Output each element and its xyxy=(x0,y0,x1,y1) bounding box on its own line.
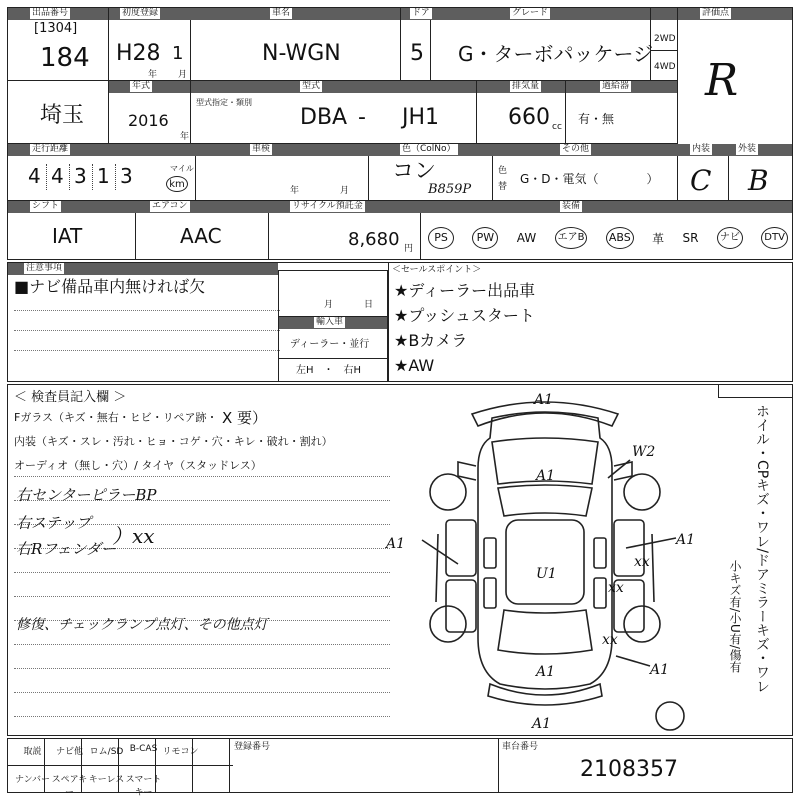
drive-4wd: 4WD xyxy=(654,62,676,72)
equip-pw: PW xyxy=(472,227,498,249)
type-code: JH1 xyxy=(402,105,440,130)
sales-point: ★Bカメラ xyxy=(394,331,468,350)
label-color: 色（ColNo） xyxy=(402,144,456,154)
equip-aw: AW xyxy=(516,231,537,245)
handwritten-note-xx: ）xx xyxy=(112,524,155,548)
damage-mark: A1 xyxy=(676,532,696,548)
damage-mark: A1 xyxy=(534,392,554,408)
label-exterior: 外装 xyxy=(738,144,757,154)
area: 埼玉 xyxy=(40,103,85,128)
label-lot: 出品番号 xyxy=(32,8,69,18)
drive-2wd: 2WD xyxy=(654,34,676,44)
damage-mark: xx xyxy=(634,554,650,570)
damage-mark: A1 xyxy=(536,468,556,484)
import-title: 輸入車 xyxy=(316,317,344,327)
label-tsuki: 月 xyxy=(178,70,188,80)
mileage-digit: 4 xyxy=(51,164,70,190)
damage-mark: A1 xyxy=(386,536,406,552)
label-nen: 年 xyxy=(148,70,158,80)
era-year: H28 xyxy=(116,41,161,66)
label-notes: 注意事項 xyxy=(26,263,63,273)
shift-value: IAT xyxy=(52,224,83,248)
wheel-rear-right xyxy=(624,606,660,642)
mileage-unit-circle: km xyxy=(166,176,188,192)
footer-row-1 xyxy=(14,744,199,757)
inspection-tsuki: 月 xyxy=(340,186,350,196)
equip-airbag: エアB xyxy=(555,227,588,249)
equip-leather: 革 xyxy=(652,231,665,246)
import-dealer: ディーラー・並行 xyxy=(290,339,370,350)
equipment-list xyxy=(424,222,792,254)
recycle-unit: 円 xyxy=(404,244,414,254)
left-front-door xyxy=(446,520,476,576)
label-mileage: 走行距離 xyxy=(32,144,69,154)
color-code: B859P xyxy=(428,182,472,197)
damage-mark: U1 xyxy=(536,566,557,582)
footer-cell: B-CAS xyxy=(129,744,158,754)
color-value: コン xyxy=(392,159,437,184)
label-car: 車名 xyxy=(272,8,291,18)
door-count: 5 xyxy=(410,41,424,66)
wheel-front-left xyxy=(430,474,466,510)
score-value: R xyxy=(705,55,739,106)
aircon-value: AAC xyxy=(180,224,222,248)
inspector-fglass-mark: X 要） xyxy=(222,409,268,427)
cc-value: 660 xyxy=(508,105,550,130)
inspector-audio: オーディオ（無し・穴）/ タイヤ（スタッドレス） xyxy=(14,459,262,472)
damage-mark: W2 xyxy=(632,444,656,460)
footer-cell: ナビ他 xyxy=(55,747,83,757)
damage-mark: xx xyxy=(608,580,624,596)
model-year: 2016 xyxy=(128,111,169,130)
label-recycle: リサイクル預託金 xyxy=(292,201,363,211)
sales-point: ★プッシュスタート xyxy=(394,306,535,325)
equip-abs: ABS xyxy=(606,227,634,249)
footer-cell: スペアキー xyxy=(51,775,88,798)
import-day: 日 xyxy=(364,300,374,310)
handwritten-note-4: 修復、チェックランプ点灯、その他点灯 xyxy=(16,617,268,633)
wheel-lock-box xyxy=(718,384,793,398)
grade: G・ターボパッケージ xyxy=(458,42,654,66)
damage-mark: A1 xyxy=(536,664,556,680)
equip-navi: ナビ xyxy=(717,227,743,249)
lot-number-sub: [1304] xyxy=(34,21,78,36)
equip-dtv: DTV xyxy=(761,227,788,249)
recycle-value: 8,680 xyxy=(348,229,400,250)
label-year: 初度登録 xyxy=(122,8,159,18)
label-interior: 内装 xyxy=(692,144,711,154)
label-type: 型式 xyxy=(302,81,321,91)
label-turbo: 過給器 xyxy=(602,81,630,91)
wheel-sub: 小キズ有/小U有/傷有 xyxy=(728,560,742,673)
inspector-title: ＜ 検査員記入欄 ＞ xyxy=(14,390,127,405)
cc-unit: cc xyxy=(552,122,562,132)
footer-cell: スマートキー xyxy=(125,775,162,798)
equip-sr: SR xyxy=(682,231,699,245)
interior-grade: C xyxy=(690,164,712,197)
car-name: N-WGN xyxy=(262,41,341,66)
sales-point: ★ディーラー出品車 xyxy=(394,281,536,300)
import-month: 月 xyxy=(324,300,334,310)
roof xyxy=(506,520,584,604)
damage-mark: A1 xyxy=(532,716,552,732)
footer-cell: ナンバー xyxy=(15,775,50,785)
label-equipment: 装備 xyxy=(562,201,581,211)
sales-point: ★AW xyxy=(394,356,435,375)
label-door: ドア xyxy=(412,8,430,18)
label-sales-points: ＜セールスポイント＞ xyxy=(392,265,482,275)
equip-ps: PS xyxy=(428,227,454,249)
damage-mark: xx xyxy=(602,632,618,648)
import-steering: 左H ・ 右H xyxy=(296,365,362,376)
exterior-grade: B xyxy=(748,164,769,197)
rear-bumper xyxy=(488,684,602,705)
sales-points-list xyxy=(394,278,535,378)
footer-chassis-label: 車台番号 xyxy=(502,742,539,752)
color-sub2: 替 xyxy=(498,182,508,192)
label-mrk-year: 年 xyxy=(180,132,190,142)
type-sub-label: 型式指定・類別 xyxy=(196,98,252,107)
damage-mark: A1 xyxy=(650,662,670,678)
type-dash: - xyxy=(358,105,366,130)
label-shift: シフト xyxy=(32,201,60,211)
wheel-label: ホイル・CPキズ・ワレ/ドアミラーキズ・ワレ xyxy=(754,404,770,693)
inspector-fglass: Fガラス（キズ・無右・ヒビ・リペア跡・ xyxy=(14,411,218,424)
label-aircon: エアコン xyxy=(152,201,188,211)
label-inspection: 車検 xyxy=(252,144,271,154)
type-prefix: DBA xyxy=(300,105,348,130)
notes-line-1: ■ナビ備品車内無ければ欠 xyxy=(14,277,206,296)
mileage-digit: 3 xyxy=(74,164,93,190)
label-options: その他 xyxy=(562,144,590,154)
footer-cell: キーレス xyxy=(88,775,125,785)
handwritten-note-2: 右ステップ xyxy=(16,514,91,532)
footer-registry-label: 登録番号 xyxy=(234,742,271,752)
wheel-front-right xyxy=(624,474,660,510)
wheel-rear-left xyxy=(430,606,466,642)
turbo-opts: 有・無 xyxy=(578,112,615,126)
chassis-number: 2108357 xyxy=(580,757,678,782)
mileage-mile: マイル xyxy=(170,164,194,173)
options-text: G・D・電気（ ） xyxy=(520,172,659,186)
handwritten-note-1: 右センターピラーBP xyxy=(16,486,157,504)
label-model-year: 年式 xyxy=(132,81,151,91)
mileage-digit: 4 xyxy=(28,164,47,190)
footer-cell: 取説 xyxy=(23,747,42,757)
inspection-nen: 年 xyxy=(290,186,300,196)
mileage-digits xyxy=(28,164,168,190)
footer-cell: ロム/SD xyxy=(89,747,124,757)
inspector-interior: 内装（キズ・スレ・汚れ・ヒョ・コゲ・穴・キレ・破れ・割れ） xyxy=(14,435,333,448)
label-grade: グレード xyxy=(512,8,549,18)
mileage-digit: 1 xyxy=(97,164,116,190)
car-diagram xyxy=(380,388,710,734)
footer-row-2 xyxy=(14,772,162,798)
footer-cell: リモコン xyxy=(162,747,199,757)
lot-number: 184 xyxy=(40,43,90,73)
rear-glass xyxy=(498,610,592,654)
label-cc: 排気量 xyxy=(512,81,540,91)
color-sub1: 色 xyxy=(498,166,508,176)
reg-month: 1 xyxy=(172,43,184,64)
spare-wheel xyxy=(656,702,684,730)
windshield xyxy=(498,485,592,516)
label-score: 評価点 xyxy=(702,8,730,18)
mileage-digit: 3 xyxy=(120,164,133,188)
handwritten-note-3: 右Rフェンダー xyxy=(16,540,116,558)
